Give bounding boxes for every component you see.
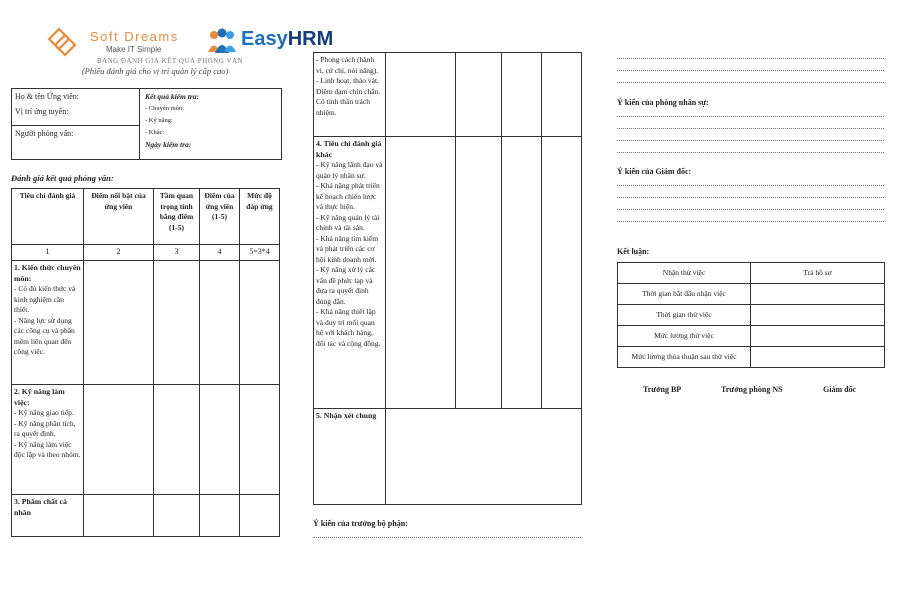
conclusion-header-row <box>618 263 885 284</box>
dotted-line <box>617 185 884 186</box>
criteria-title: 3. Phẩm chất cá nhân <box>14 497 67 517</box>
importance-cell[interactable] <box>154 385 200 495</box>
easyhrm-name <box>241 28 333 51</box>
criteria-title: 2. Kỹ năng làm việc: <box>14 387 65 407</box>
conclusion-table <box>617 262 885 368</box>
conclusion-value-cell[interactable] <box>751 305 885 326</box>
criteria-title: 5. Nhận xét chung <box>316 411 377 420</box>
criteria-body: - Kỹ năng giao tiếp. - Kỹ năng phân tích, ra quyết định. - Kỹ năng làm việc độc lập và theo nhóm. <box>14 408 81 459</box>
highlight-cell[interactable] <box>84 385 154 495</box>
score-cell[interactable] <box>200 261 240 385</box>
header-criteria: Tiêu chí đánh giá <box>12 189 84 245</box>
fit-cell[interactable] <box>240 495 280 537</box>
col-number: 2 <box>84 245 154 261</box>
score-cell[interactable] <box>502 137 542 409</box>
header-fit: Mức độ đáp ứng <box>240 189 280 245</box>
highlight-cell[interactable] <box>84 495 154 537</box>
dotted-line <box>617 209 884 210</box>
header-score: Điểm của ứng viên (1-5) <box>200 189 240 245</box>
table-row <box>12 261 280 385</box>
criteria-title: 1. Kiến thức chuyên môn: <box>14 263 81 283</box>
score-cell[interactable] <box>200 385 240 495</box>
criteria-title: 4. Tiêu chí đánh giá khác <box>316 139 382 159</box>
highlight-cell[interactable] <box>84 261 154 385</box>
score-cell[interactable] <box>502 53 542 137</box>
test-result-block <box>145 91 199 151</box>
conclusion-value-cell[interactable] <box>751 284 885 305</box>
conclusion-row-label: Thời gian thử việc <box>618 305 751 326</box>
softdreams-logo <box>46 26 196 58</box>
dept-head-opinion-label: Ý kiến của trưởng bộ phận: <box>313 519 408 528</box>
softdreams-diamond-icon <box>46 26 78 58</box>
info-separator <box>12 125 139 126</box>
table-row <box>314 409 582 505</box>
highlight-cell[interactable] <box>386 137 456 409</box>
header-importance: Tầm quan trọng tính bằng điểm (1-5) <box>154 189 200 245</box>
conclusion-value-cell[interactable] <box>751 326 885 347</box>
fit-cell[interactable] <box>542 137 582 409</box>
header-highlights: Điểm nổi bật của ứng viên <box>84 189 154 245</box>
criteria-cell <box>314 53 386 137</box>
hr-opinion-label: Ý kiến của phòng nhân sự: <box>617 98 709 107</box>
signature-director: Giám đốc <box>823 385 857 394</box>
importance-cell[interactable] <box>154 261 200 385</box>
dotted-line <box>617 116 884 117</box>
softdreams-name: Soft Dreams <box>90 29 179 44</box>
form-title: BẢNG ĐÁNH GIÁ KẾT QUẢ PHỎNG VẤN <box>96 57 244 65</box>
conclusion-value-cell[interactable] <box>751 347 885 368</box>
criteria-body: - Phong cách (hành vi, cử chỉ, nói năng). - Linh hoạt, tháo vát. Điềm đạm chín chắn. Có tính thần trách nhiệm. <box>316 55 381 117</box>
easyhrm-name-easy: Easy <box>241 28 288 50</box>
dotted-line <box>313 537 581 538</box>
evaluation-table <box>11 188 280 537</box>
test-result-title: Kết quả kiểm tra: <box>145 92 199 101</box>
criteria-cell <box>12 495 84 537</box>
fit-cell[interactable] <box>542 53 582 137</box>
table-row <box>12 385 280 495</box>
conclusion-row-label: Mức lương thỏa thuận sau thử việc <box>618 347 751 368</box>
col-number: 3 <box>154 245 200 261</box>
highlight-cell[interactable] <box>386 53 456 137</box>
table-row <box>12 495 280 537</box>
criteria-cell <box>314 137 386 409</box>
evaluation-table-continued <box>313 52 582 505</box>
candidate-name-label: Họ & tên Ứng viên: <box>15 92 79 101</box>
people-group-icon <box>205 28 239 54</box>
criteria-cell <box>314 409 386 505</box>
conclusion-row-label: Thời gian bắt đầu nhận việc <box>618 284 751 305</box>
evaluation-section-title: Đánh giá kết quả phỏng vấn: <box>11 173 114 183</box>
easyhrm-name-hrm: HRM <box>287 28 334 50</box>
conclusion-label: Kết luận: <box>617 247 650 256</box>
table-row <box>618 347 885 368</box>
candidate-info-box <box>11 88 282 160</box>
dotted-line <box>617 221 884 222</box>
table-row <box>618 284 885 305</box>
fit-cell[interactable] <box>240 385 280 495</box>
accept-option[interactable]: Nhận thử việc <box>618 263 751 284</box>
criteria-cell <box>12 385 84 495</box>
criteria-cell <box>12 261 84 385</box>
return-option[interactable]: Trả hồ sơ <box>751 263 885 284</box>
test-major-label: - Chuyên môn: <box>145 105 184 112</box>
dotted-line <box>617 58 884 59</box>
form-subtitle: (Phiếu đánh giá cho vị trí quản lý cấp cao) <box>81 66 229 76</box>
table-header-row <box>12 189 280 245</box>
general-comment-cell[interactable] <box>386 409 582 505</box>
dotted-line <box>617 152 884 153</box>
col-number: 5=3*4 <box>240 245 280 261</box>
conclusion-row-label: Mức lương thử việc <box>618 326 751 347</box>
dotted-line <box>617 140 884 141</box>
dotted-line <box>617 82 884 83</box>
signature-hr-head: Trưởng phòng NS <box>721 385 783 394</box>
easyhrm-logo <box>205 26 334 56</box>
table-number-row <box>12 245 280 261</box>
test-other-label: - Khác: <box>145 129 165 136</box>
table-row <box>618 305 885 326</box>
criteria-body: - Có đủ kiến thức và kinh nghiệm cần thiết. - Năng lực sử dụng các công cụ và phần mềm liên quan đến công việc. <box>14 284 76 356</box>
candidate-info-left <box>12 89 140 159</box>
criteria-body: - Kỹ năng lãnh đạo và quản lý nhân sự. - Khả năng phát triển kế hoạch chiến lược và thực hiện. - Kỹ năng quản lý tài chính và tài sản. - Khả năng tìm kiếm và phát triển các cơ hội kinh doanh mới. - Kỹ năng xử lý các vấn đề phức tạp và đưa ra quyết định đúng đắn. - Khả năng thiết lập và duy trì mối quan hệ với khách hàng, đối tác và cộng đồng. <box>316 160 383 348</box>
test-date-label: Ngày kiểm tra: <box>145 140 192 149</box>
interviewer-label: Người phỏng vấn: <box>15 129 74 138</box>
position-label: Vị trí ứng tuyển: <box>15 107 69 116</box>
fit-cell[interactable] <box>240 261 280 385</box>
director-opinion-label: Ý kiến của Giám đốc: <box>617 167 692 176</box>
col-number: 4 <box>200 245 240 261</box>
importance-cell[interactable] <box>154 495 200 537</box>
dotted-line <box>617 70 884 71</box>
importance-cell[interactable] <box>456 53 502 137</box>
signature-dept-head: Trưởng BP <box>643 385 682 394</box>
softdreams-tagline: Make IT Simple <box>106 45 162 54</box>
table-row <box>314 137 582 409</box>
dotted-line <box>617 128 884 129</box>
col-number: 1 <box>12 245 84 261</box>
dotted-line <box>617 197 884 198</box>
table-row <box>314 53 582 137</box>
table-row <box>618 326 885 347</box>
score-cell[interactable] <box>200 495 240 537</box>
importance-cell[interactable] <box>456 137 502 409</box>
test-skill-label: - Kỹ năng: <box>145 117 173 124</box>
